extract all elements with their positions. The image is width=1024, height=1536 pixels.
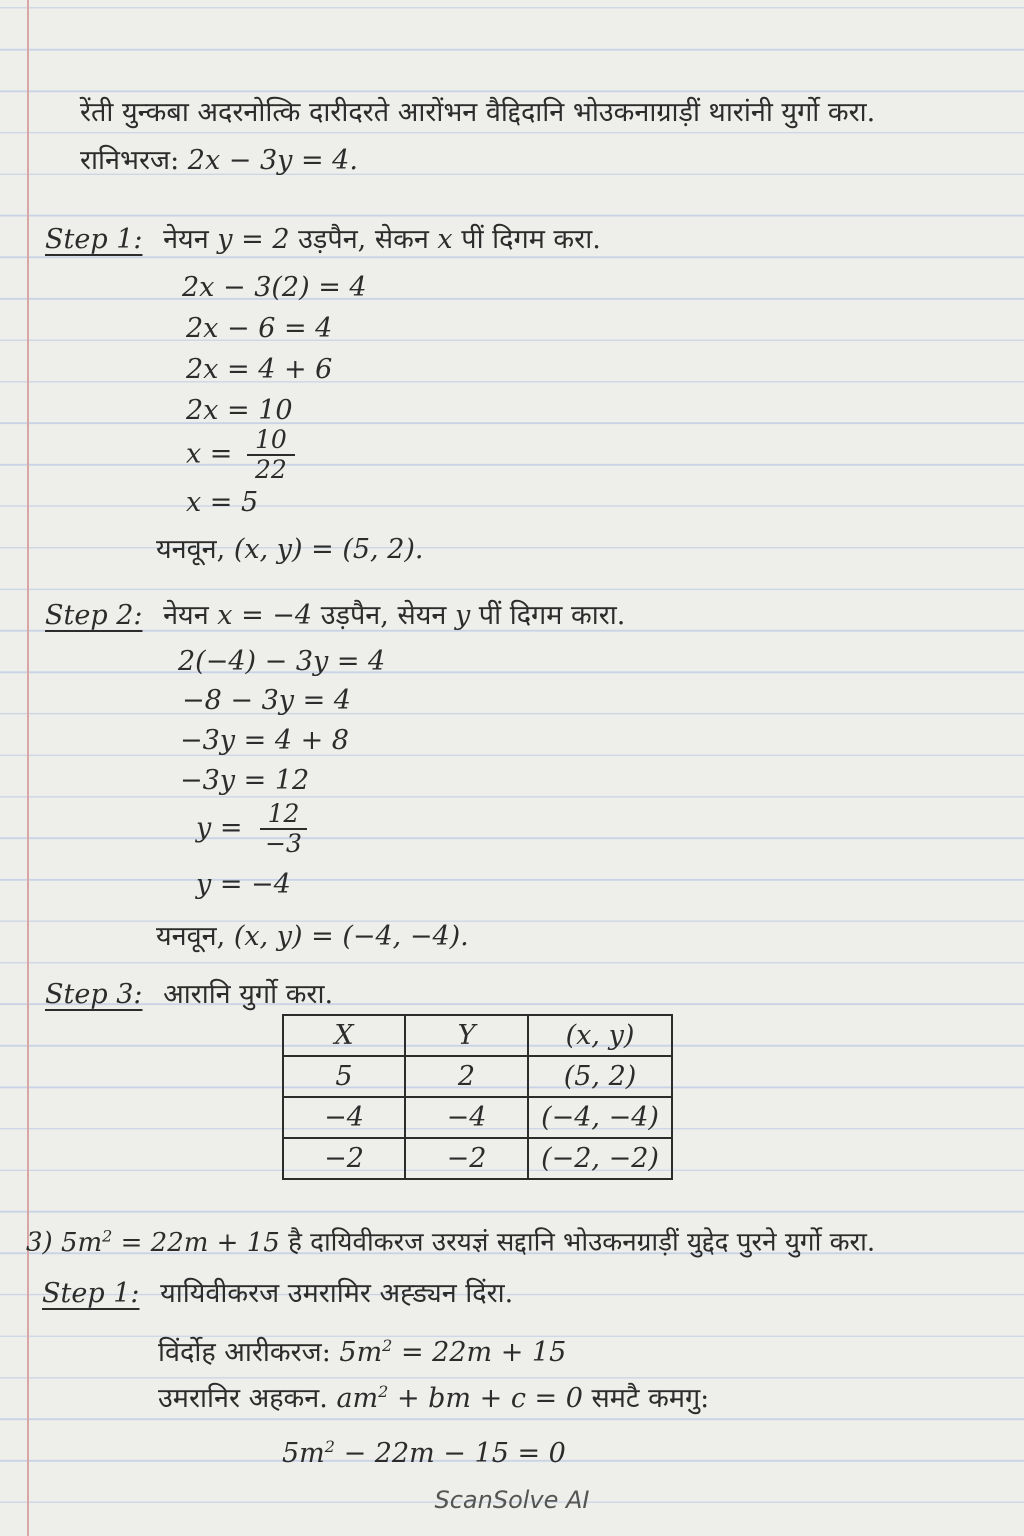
step1-work-line: 2x − 3(2) = 4	[182, 272, 367, 303]
q3-standard-form-line: उमरानिर अहकन. $am^2$ + bm + c = 0 समटै कमगु:	[158, 1382, 710, 1414]
fraction: $\frac{12}{-3}$	[257, 800, 310, 858]
xy-table	[282, 1014, 673, 1180]
step2-work-line: −3y = 4 + 8	[180, 725, 349, 756]
question3-line: 3) $5m^2 = 22m + 15$ है दायिवीकरज उरयज्ञं सद्दानि भोउकनग्राड़ीं युद्देद पुरने युर्गो करा.	[26, 1226, 876, 1258]
step2-work-line: −8 − 3y = 4	[182, 685, 351, 716]
equation-line: रानिभरज: 2x − 3y = 4.	[80, 145, 358, 176]
step1-conclusion: यनवून, (x, y) = (5, 2).	[156, 534, 424, 565]
intro-line: रेंती युन्कबा अदरनोत्कि दारीदरते आरोंभन वैद्दिदानि भोउकनाग्राड़ीं थारांनी युर्गो करा.	[80, 97, 876, 128]
table-header-row	[283, 1015, 672, 1056]
q3-given-line: विंर्दोह आरीकरज: $5m^2 = 22m + 15$	[158, 1336, 567, 1368]
step2-heading: Step 2: नेयन x = −4 उड़पैन, सेयन y पीं दिगम कारा.	[45, 600, 626, 631]
table-header: Y	[405, 1015, 528, 1056]
step2-conclusion: यनवून, (x, y) = (−4, −4).	[156, 921, 469, 952]
table-cell: 5	[283, 1056, 405, 1097]
table-cell: (5, 2)	[528, 1056, 672, 1097]
table-row	[283, 1056, 672, 1097]
table-row	[283, 1097, 672, 1138]
step1-work-line: 2x = 10	[186, 395, 293, 426]
q3-result-line: $5m^2 - 22m - 15 = 0$	[282, 1437, 566, 1469]
step2-fraction-line: y = $\frac{12}{-3}$	[196, 800, 310, 858]
step1-result: x = 5	[186, 487, 259, 518]
step1-fraction-line: x = $\frac{10}{22}$	[186, 426, 295, 484]
table-cell: −2	[283, 1138, 405, 1179]
table-cell: −4	[283, 1097, 405, 1138]
step2-work-line: 2(−4) − 3y = 4	[178, 646, 386, 677]
table-cell: −4	[405, 1097, 528, 1138]
step1-work-line: 2x − 6 = 4	[186, 313, 333, 344]
q3-step1-label: Step 1:	[42, 1278, 140, 1309]
step3-label: Step 3:	[45, 979, 143, 1010]
fraction: $\frac{10}{22}$	[247, 426, 295, 484]
step3-heading: Step 3: आरानि युर्गो करा.	[45, 979, 334, 1010]
table-header: X	[283, 1015, 405, 1056]
table-cell: −2	[405, 1138, 528, 1179]
table-cell: (−4, −4)	[528, 1097, 672, 1138]
step2-result: y = −4	[196, 869, 291, 900]
step1-label: Step 1:	[45, 224, 143, 255]
table-header: (x, y)	[528, 1015, 672, 1056]
step2-work-line: −3y = 12	[180, 765, 310, 796]
footer-watermark: ScanSolve AI	[434, 1486, 590, 1514]
step2-label: Step 2:	[45, 600, 143, 631]
table-row	[283, 1138, 672, 1179]
step1-work-line: 2x = 4 + 6	[186, 354, 333, 385]
table-cell: 2	[405, 1056, 528, 1097]
q3-step1-heading: Step 1: यायिवीकरज उमरामिर अह्ड्यन दिंरा.	[42, 1278, 514, 1309]
step1-heading: Step 1: नेयन y = 2 उड़पैन, सेकन x पीं दिगम करा.	[45, 224, 601, 255]
table-cell: (−2, −2)	[528, 1138, 672, 1179]
